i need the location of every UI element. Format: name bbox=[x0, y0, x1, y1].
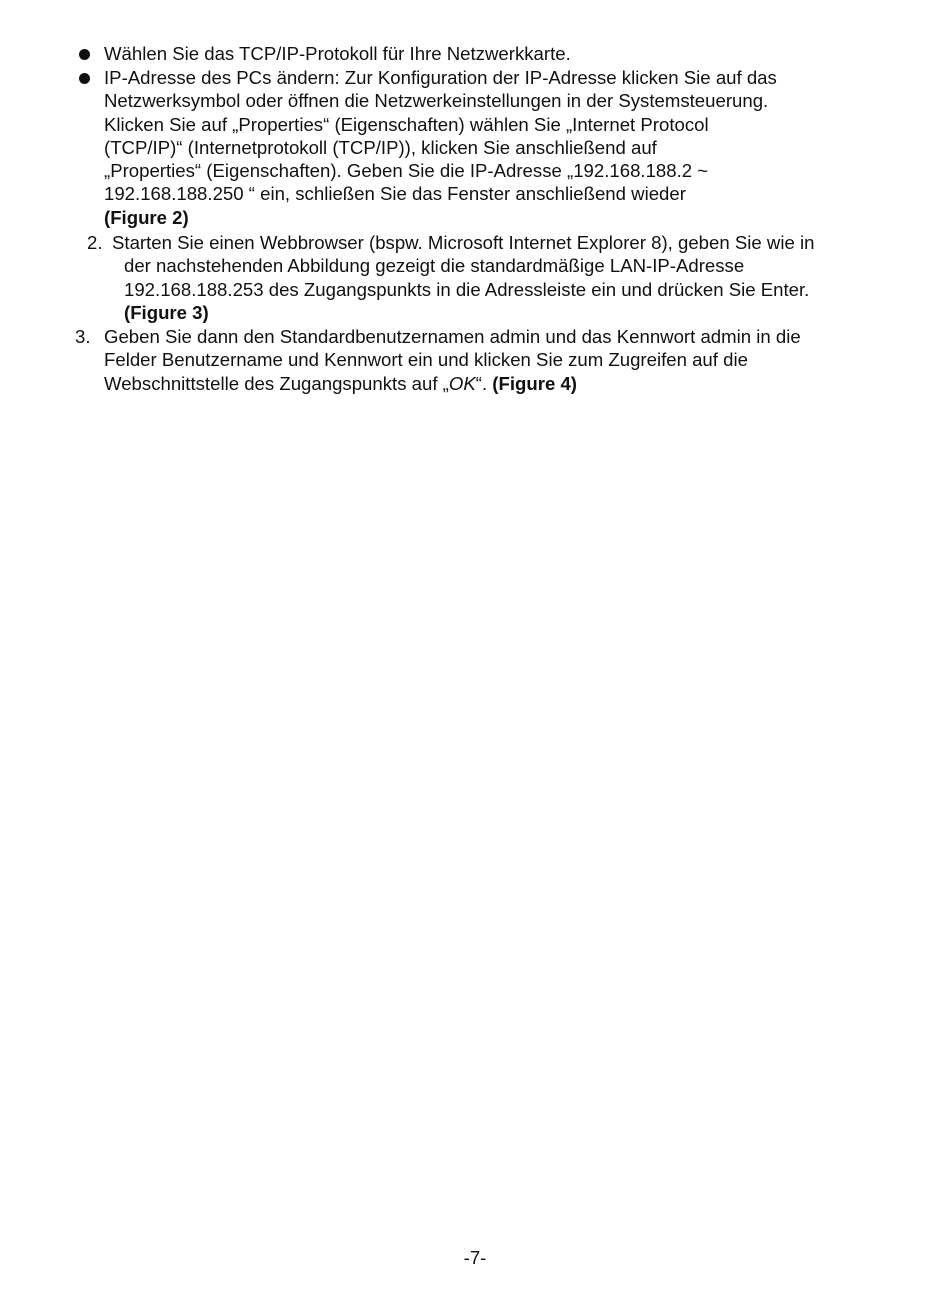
text-line: Felder Benutzername und Kennwort ein und klicken Sie zum Zugreifen auf die bbox=[104, 349, 748, 371]
text-line: (TCP/IP)“ (Internetprotokoll (TCP/IP)), klicken Sie anschließend auf bbox=[104, 136, 657, 158]
text-line: Netzwerksymbol oder öffnen die Netzwerkeinstellungen in der Systemsteuerung. bbox=[104, 90, 769, 112]
bullet-item bbox=[104, 42, 894, 65]
figure-reference: (Figure 4) bbox=[492, 372, 577, 394]
numbered-step bbox=[75, 325, 924, 395]
text-line: 192.168.188.250 “ ein, schließen Sie das Fenster anschließend wieder bbox=[104, 183, 686, 205]
numbered-step bbox=[87, 231, 944, 324]
text-line: Klicken Sie auf „Properties“ (Eigenschaften) wählen Sie „Internet Protocol bbox=[104, 113, 709, 135]
page-number: -7- bbox=[463, 1247, 487, 1268]
text-line: IP-Adresse des PCs ändern: Zur Konfiguration der IP-Adresse klicken Sie auf das bbox=[104, 67, 777, 88]
text-segment: “. bbox=[475, 372, 493, 394]
text-line: „Properties“ (Eigenschaften). Geben Sie die IP-Adresse „192.168.188.2 ~ bbox=[104, 160, 709, 182]
text-line: der nachstehenden Abbildung gezeigt die standardmäßige LAN-IP-Adresse bbox=[124, 255, 745, 277]
bullet-item bbox=[104, 66, 894, 229]
text-line: Wählen Sie das TCP/IP-Protokoll für Ihre Netzwerkkarte. bbox=[104, 43, 571, 64]
text-line: Starten Sie einen Webbrowser (bspw. Microsoft Internet Explorer 8), geben Sie wie in bbox=[112, 232, 815, 253]
text-line: 192.168.188.253 des Zugangspunkts in die Adressleiste ein und drücken Sie Enter. bbox=[124, 278, 810, 300]
step-number: 2. bbox=[87, 232, 103, 253]
ok-emphasis: OK bbox=[448, 372, 476, 394]
bullet-dot-icon bbox=[79, 73, 90, 84]
bullet-dot-icon bbox=[79, 49, 90, 60]
text-segment: Webschnittstelle des Zugangspunkts auf „ bbox=[104, 372, 449, 394]
figure-reference: (Figure 3) bbox=[124, 301, 209, 323]
figure-reference: (Figure 2) bbox=[104, 206, 189, 228]
text-line: Geben Sie dann den Standardbenutzernamen admin und das Kennwort admin in die bbox=[104, 326, 801, 347]
step-number: 3. bbox=[75, 326, 91, 347]
text-line bbox=[104, 372, 924, 395]
